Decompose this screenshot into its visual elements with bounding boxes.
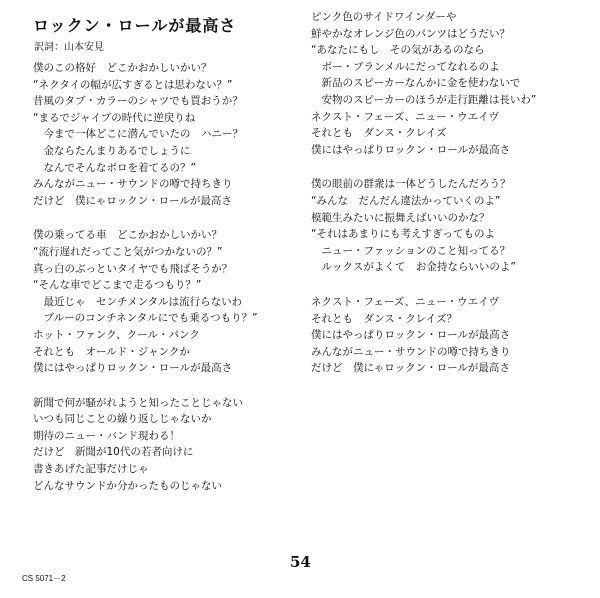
lyric-line: “まるでジャイブの時代に逆戻りね [33, 111, 196, 124]
stanza-gap [311, 158, 591, 176]
stanza [311, 176, 591, 276]
lyric-line: なんでそんなボロを着てるの？” [33, 161, 196, 174]
lyric-line: みんながニュー・サウンドの噂で持ちきり [33, 178, 233, 191]
lyric-line: ネクスト・フェーズ、ニュー・ウエイヴ [311, 295, 500, 308]
translator-credit: 訳詞：山本安見 [34, 42, 104, 53]
stanza [33, 227, 298, 376]
lyric-line: ブルーのコンチネンタルにでも乗るつもり？” [33, 312, 258, 325]
lyrics-left-column [33, 60, 298, 494]
page-number: 54 [290, 553, 311, 571]
lyric-line: 最近じゃ センチメンタルは流行らないわ [33, 295, 243, 308]
lyric-line: 僕にはやっぱりロックン・ロールが最高さ [311, 329, 511, 342]
lyric-line: いつも同じことの繰り返しじゃないか [33, 413, 212, 426]
lyric-line: “あなたにもし その気があるのなら [311, 44, 485, 57]
lyric-line: ボー・ブランメルにだってなれるのよ [311, 60, 500, 73]
lyric-line: 昔風のタブ・カラーのシャツでも買おうか？ [33, 95, 243, 108]
lyric-line: ルックスがよくて お金持ならいいのよ” [311, 261, 516, 274]
lyric-line: だけど 新聞が10代の若者向けに [33, 446, 194, 459]
lyric-line: それとも オールド・ジャンクか [33, 345, 190, 358]
stanza-gap [33, 209, 298, 227]
stanza [33, 60, 298, 209]
lyric-line: 期待のニュー・バンド現わる！ [33, 429, 180, 442]
catalog-number: CS 5071－2 [22, 574, 66, 583]
lyric-line: “それはあまりにも考えすぎってものよ [311, 228, 495, 241]
lyric-line: 金ならたんまりあるでしょうに [33, 144, 191, 157]
lyric-line: ネクスト・フェーズ、ニュー・ウエイヴ [311, 110, 500, 123]
lyric-line: ニュー・ファッションのこと知ってる？ [311, 244, 511, 257]
lyric-line: 僕にはやっぱりロックン・ロールが最高さ [311, 143, 511, 156]
lyrics-right-column [311, 9, 591, 377]
stanza-gap [311, 276, 591, 294]
lyric-line: それとも ダンス・クレイズ？ [311, 312, 458, 325]
lyric-line: 真っ白のぶっといタイヤでも飛ばそうか？ [33, 262, 233, 275]
lyric-line: だけど 僕にゃロックン・ロールが最高さ [311, 362, 510, 375]
lyric-line: “みんな だんだん違法かっていくのよ” [311, 194, 501, 207]
lyric-line: 新品のスピーカーなんかに金を使わないで [311, 77, 521, 90]
lyric-line: “ネクタイの幅が広すぎるとは思わない？” [33, 78, 233, 91]
lyric-line: 模範生みたいに振舞えばいいのかな？ [311, 211, 490, 224]
lyric-line: それとも ダンス・クレイズ [311, 127, 447, 140]
stanza [33, 395, 298, 495]
lyric-line: どんなサウンドか分かったものじゃない [33, 479, 222, 492]
lyric-line: みんながニュー・サウンドの噂で持ちきり [311, 345, 511, 358]
stanza [311, 294, 591, 377]
lyric-line: 書きあげた記事だけじゃ [33, 463, 149, 476]
lyric-line: 鮮やかなオレンジ色のパンツはどうだい？ [311, 27, 510, 40]
lyric-line: ホット・ファンク、クール・パンク [33, 328, 200, 341]
lyric-line: 今まで一体どこに潜んでいたの ハニー？ [33, 128, 243, 141]
lyric-line: ピンク色のサイドワインダーや [311, 11, 457, 23]
lyric-line: 安物のスピーカーのほうが走行距離は長いわ” [311, 93, 537, 106]
stanza-gap [33, 377, 298, 395]
lyric-line: 僕にはやっぱりロックン・ロールが最高さ [33, 362, 233, 375]
song-title: ロックン・ロールが最高さ [33, 16, 237, 35]
stanza [311, 9, 591, 158]
lyric-line: 僕の乗ってる車 どこかおかしいかい？ [33, 229, 222, 242]
lyric-line: “流行遅れだってこと気がつかないの？” [33, 245, 223, 258]
lyric-line: 僕のこの格好 どこかおかしいかい？ [33, 62, 212, 74]
lyric-line: だけど 僕にゃロックン・ロールが最高さ [33, 194, 232, 207]
lyric-line: 僕の眼前の群衆は一体どうしたんだろう？ [311, 178, 511, 191]
lyric-line: 新聞で何が騒がれようと知ったことじゃない [33, 396, 243, 409]
lyric-line: “そんな車でどこまで走るつもり？” [33, 279, 202, 292]
